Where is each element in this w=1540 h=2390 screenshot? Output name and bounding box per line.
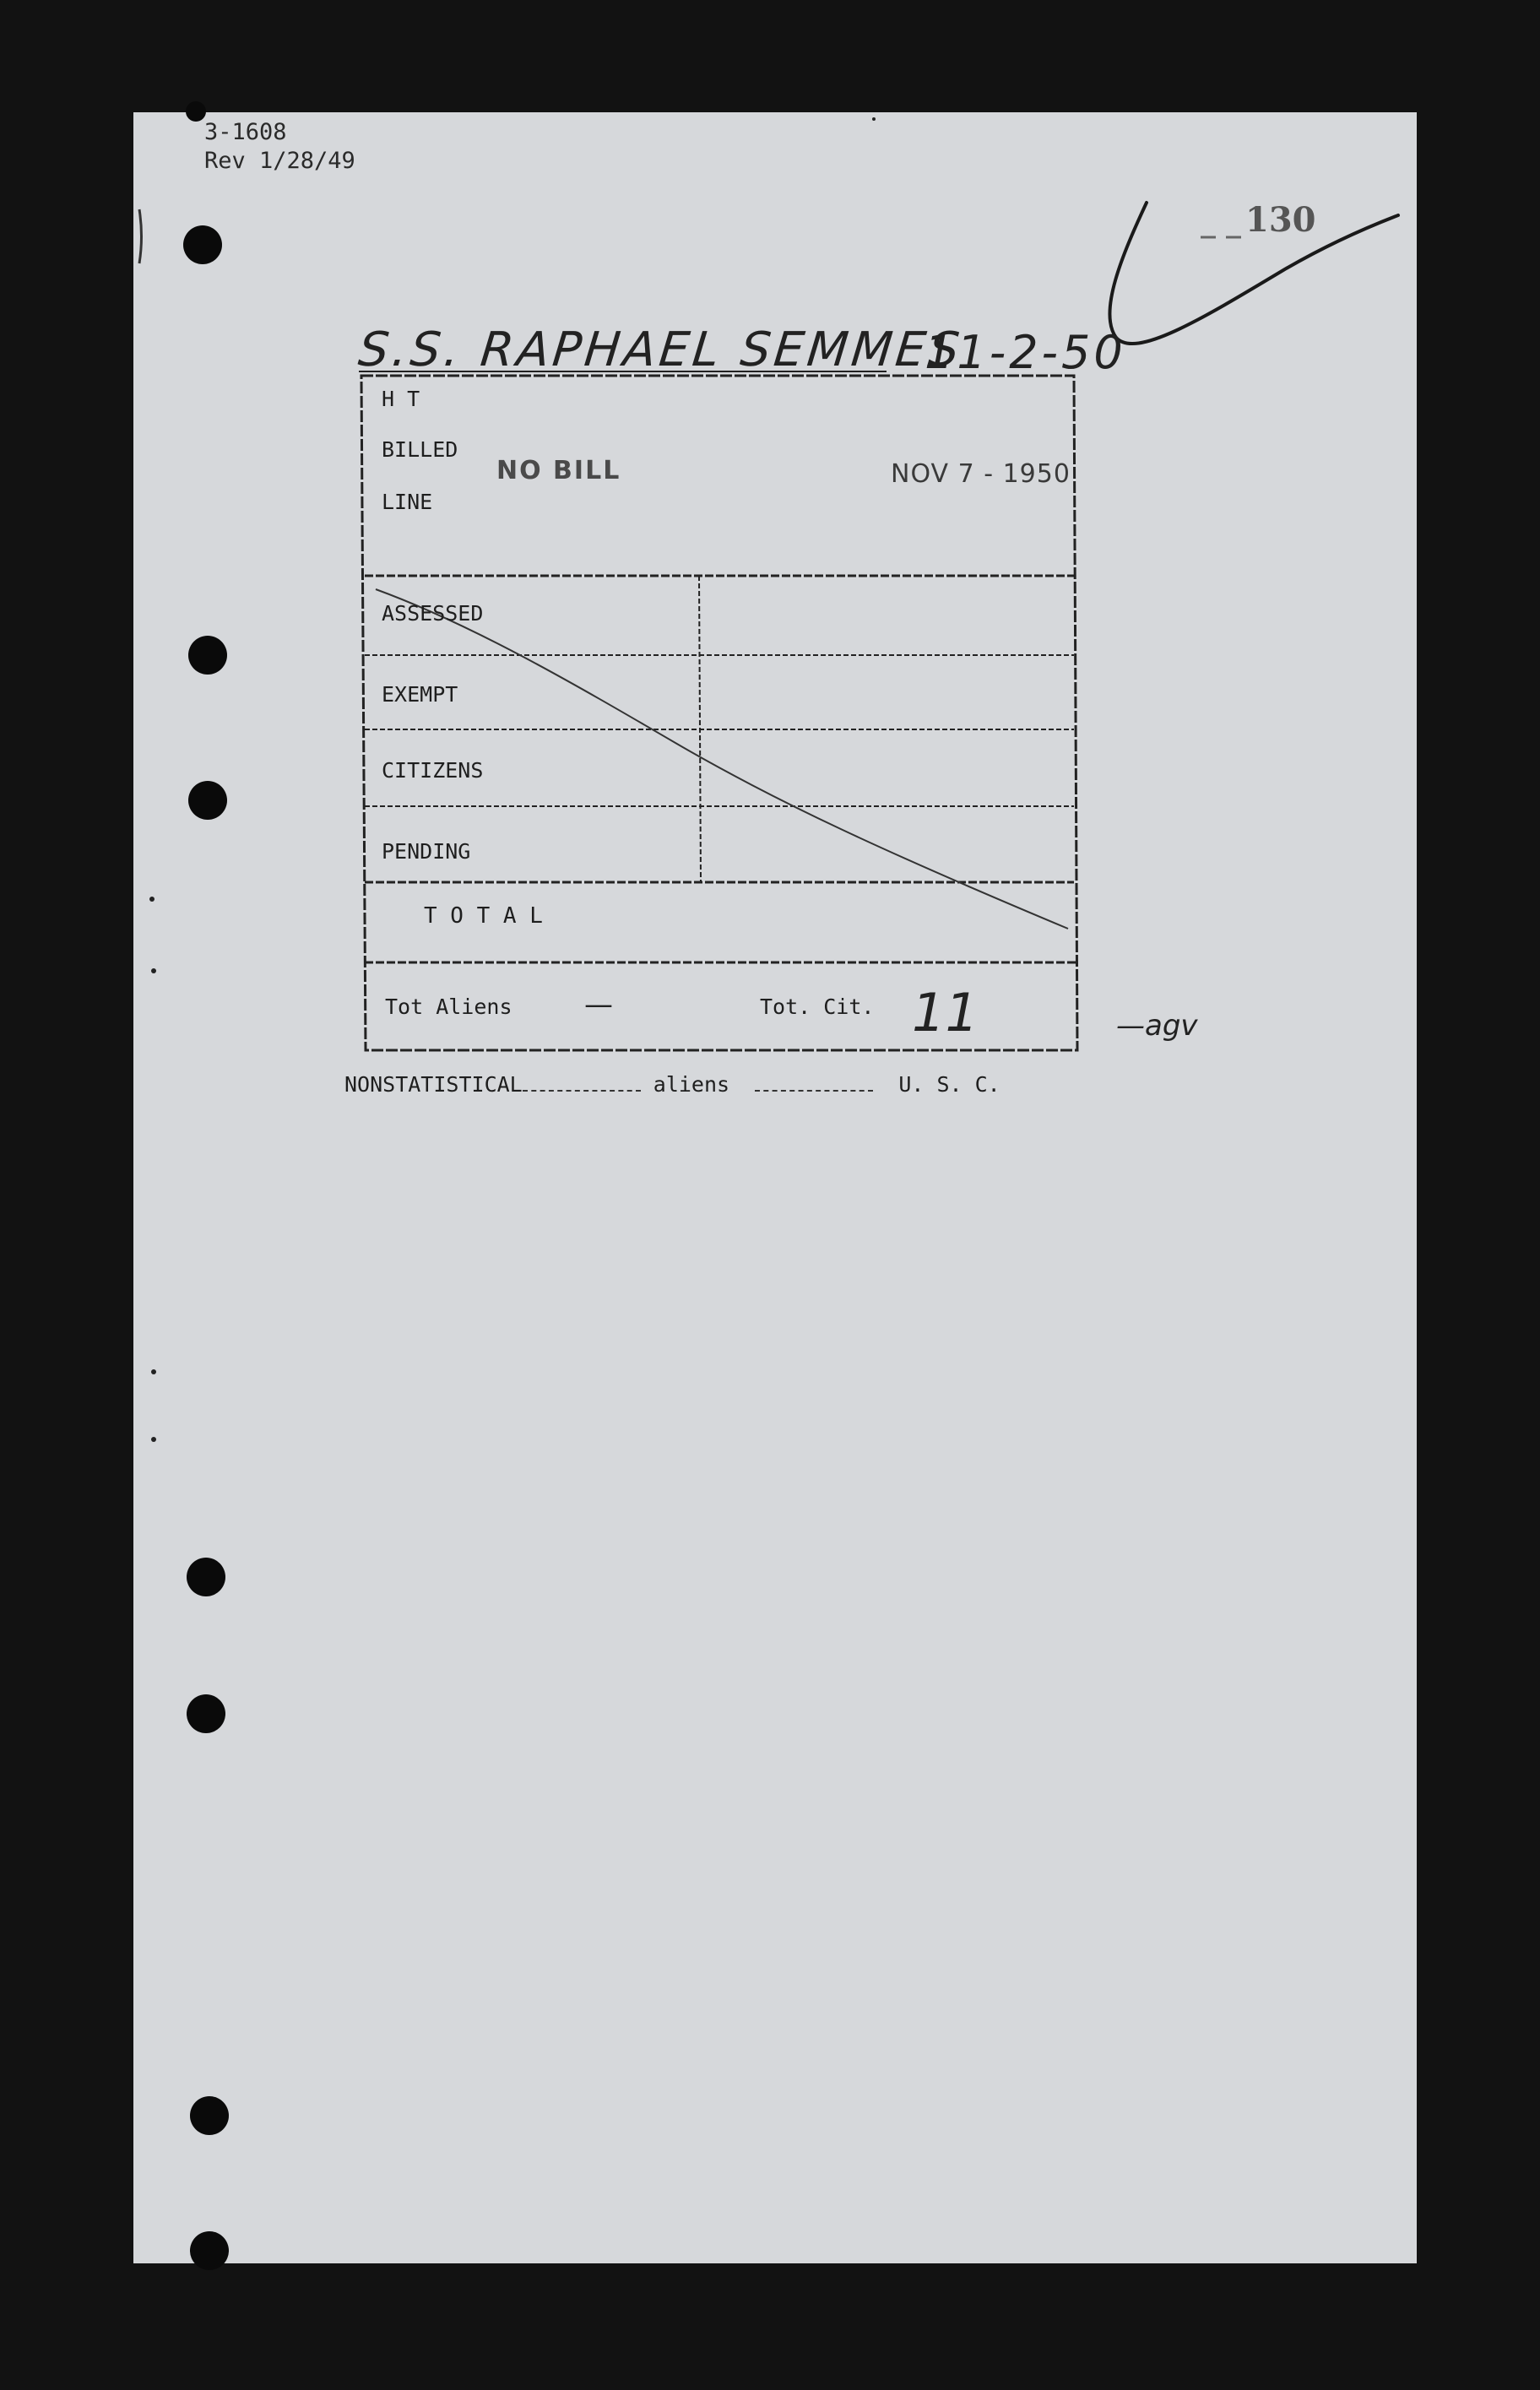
binder-hole bbox=[190, 2096, 229, 2135]
page-number: 130 bbox=[1245, 200, 1316, 240]
row-label-pending: PENDING bbox=[382, 839, 471, 864]
no-bill-stamp: NO BILL bbox=[496, 456, 621, 485]
tot-aliens-value: — bbox=[584, 988, 613, 1022]
ship-date: 11-2-50 bbox=[925, 326, 1126, 379]
nonstatistical-label: NONSTATISTICAL bbox=[344, 1072, 523, 1097]
reviewer-initials: —agv bbox=[1116, 1009, 1198, 1043]
nonstatistical-aliens-blank bbox=[523, 1073, 641, 1092]
scan-specks bbox=[139, 117, 876, 1442]
form-code: 3-1608 Rev 1/28/49 bbox=[204, 119, 355, 174]
binder-hole bbox=[187, 1558, 225, 1596]
binder-holes bbox=[183, 101, 229, 2270]
aliens-label: aliens bbox=[653, 1072, 730, 1097]
binder-hole bbox=[188, 636, 227, 675]
line-label: LINE bbox=[382, 490, 433, 514]
ship-name: S.S. RAPHAEL SEMMES bbox=[355, 322, 966, 377]
binder-hole-partial bbox=[186, 101, 206, 122]
nonstatistical-line bbox=[344, 1072, 1000, 1097]
ht-label: H T bbox=[382, 387, 420, 411]
binder-hole bbox=[190, 2231, 229, 2270]
tot-cit-label: Tot. Cit. bbox=[760, 994, 875, 1019]
usc-label: U. S. C. bbox=[898, 1072, 1000, 1097]
date-stamp: NOV 7 - 1950 bbox=[891, 459, 1071, 489]
usc-blank bbox=[755, 1073, 873, 1092]
row-label-citizens: CITIZENS bbox=[382, 758, 484, 783]
total-label: T O T A L bbox=[424, 903, 543, 929]
binder-hole bbox=[183, 225, 222, 264]
tot-aliens-label: Tot Aliens bbox=[385, 994, 512, 1019]
row-label-assessed: ASSESSED bbox=[382, 601, 484, 626]
tot-cit-value: 11 bbox=[912, 982, 979, 1043]
binder-hole bbox=[188, 781, 227, 820]
row-label-exempt: EXEMPT bbox=[382, 682, 458, 707]
billed-label: BILLED bbox=[382, 437, 458, 462]
binder-hole bbox=[187, 1694, 225, 1733]
